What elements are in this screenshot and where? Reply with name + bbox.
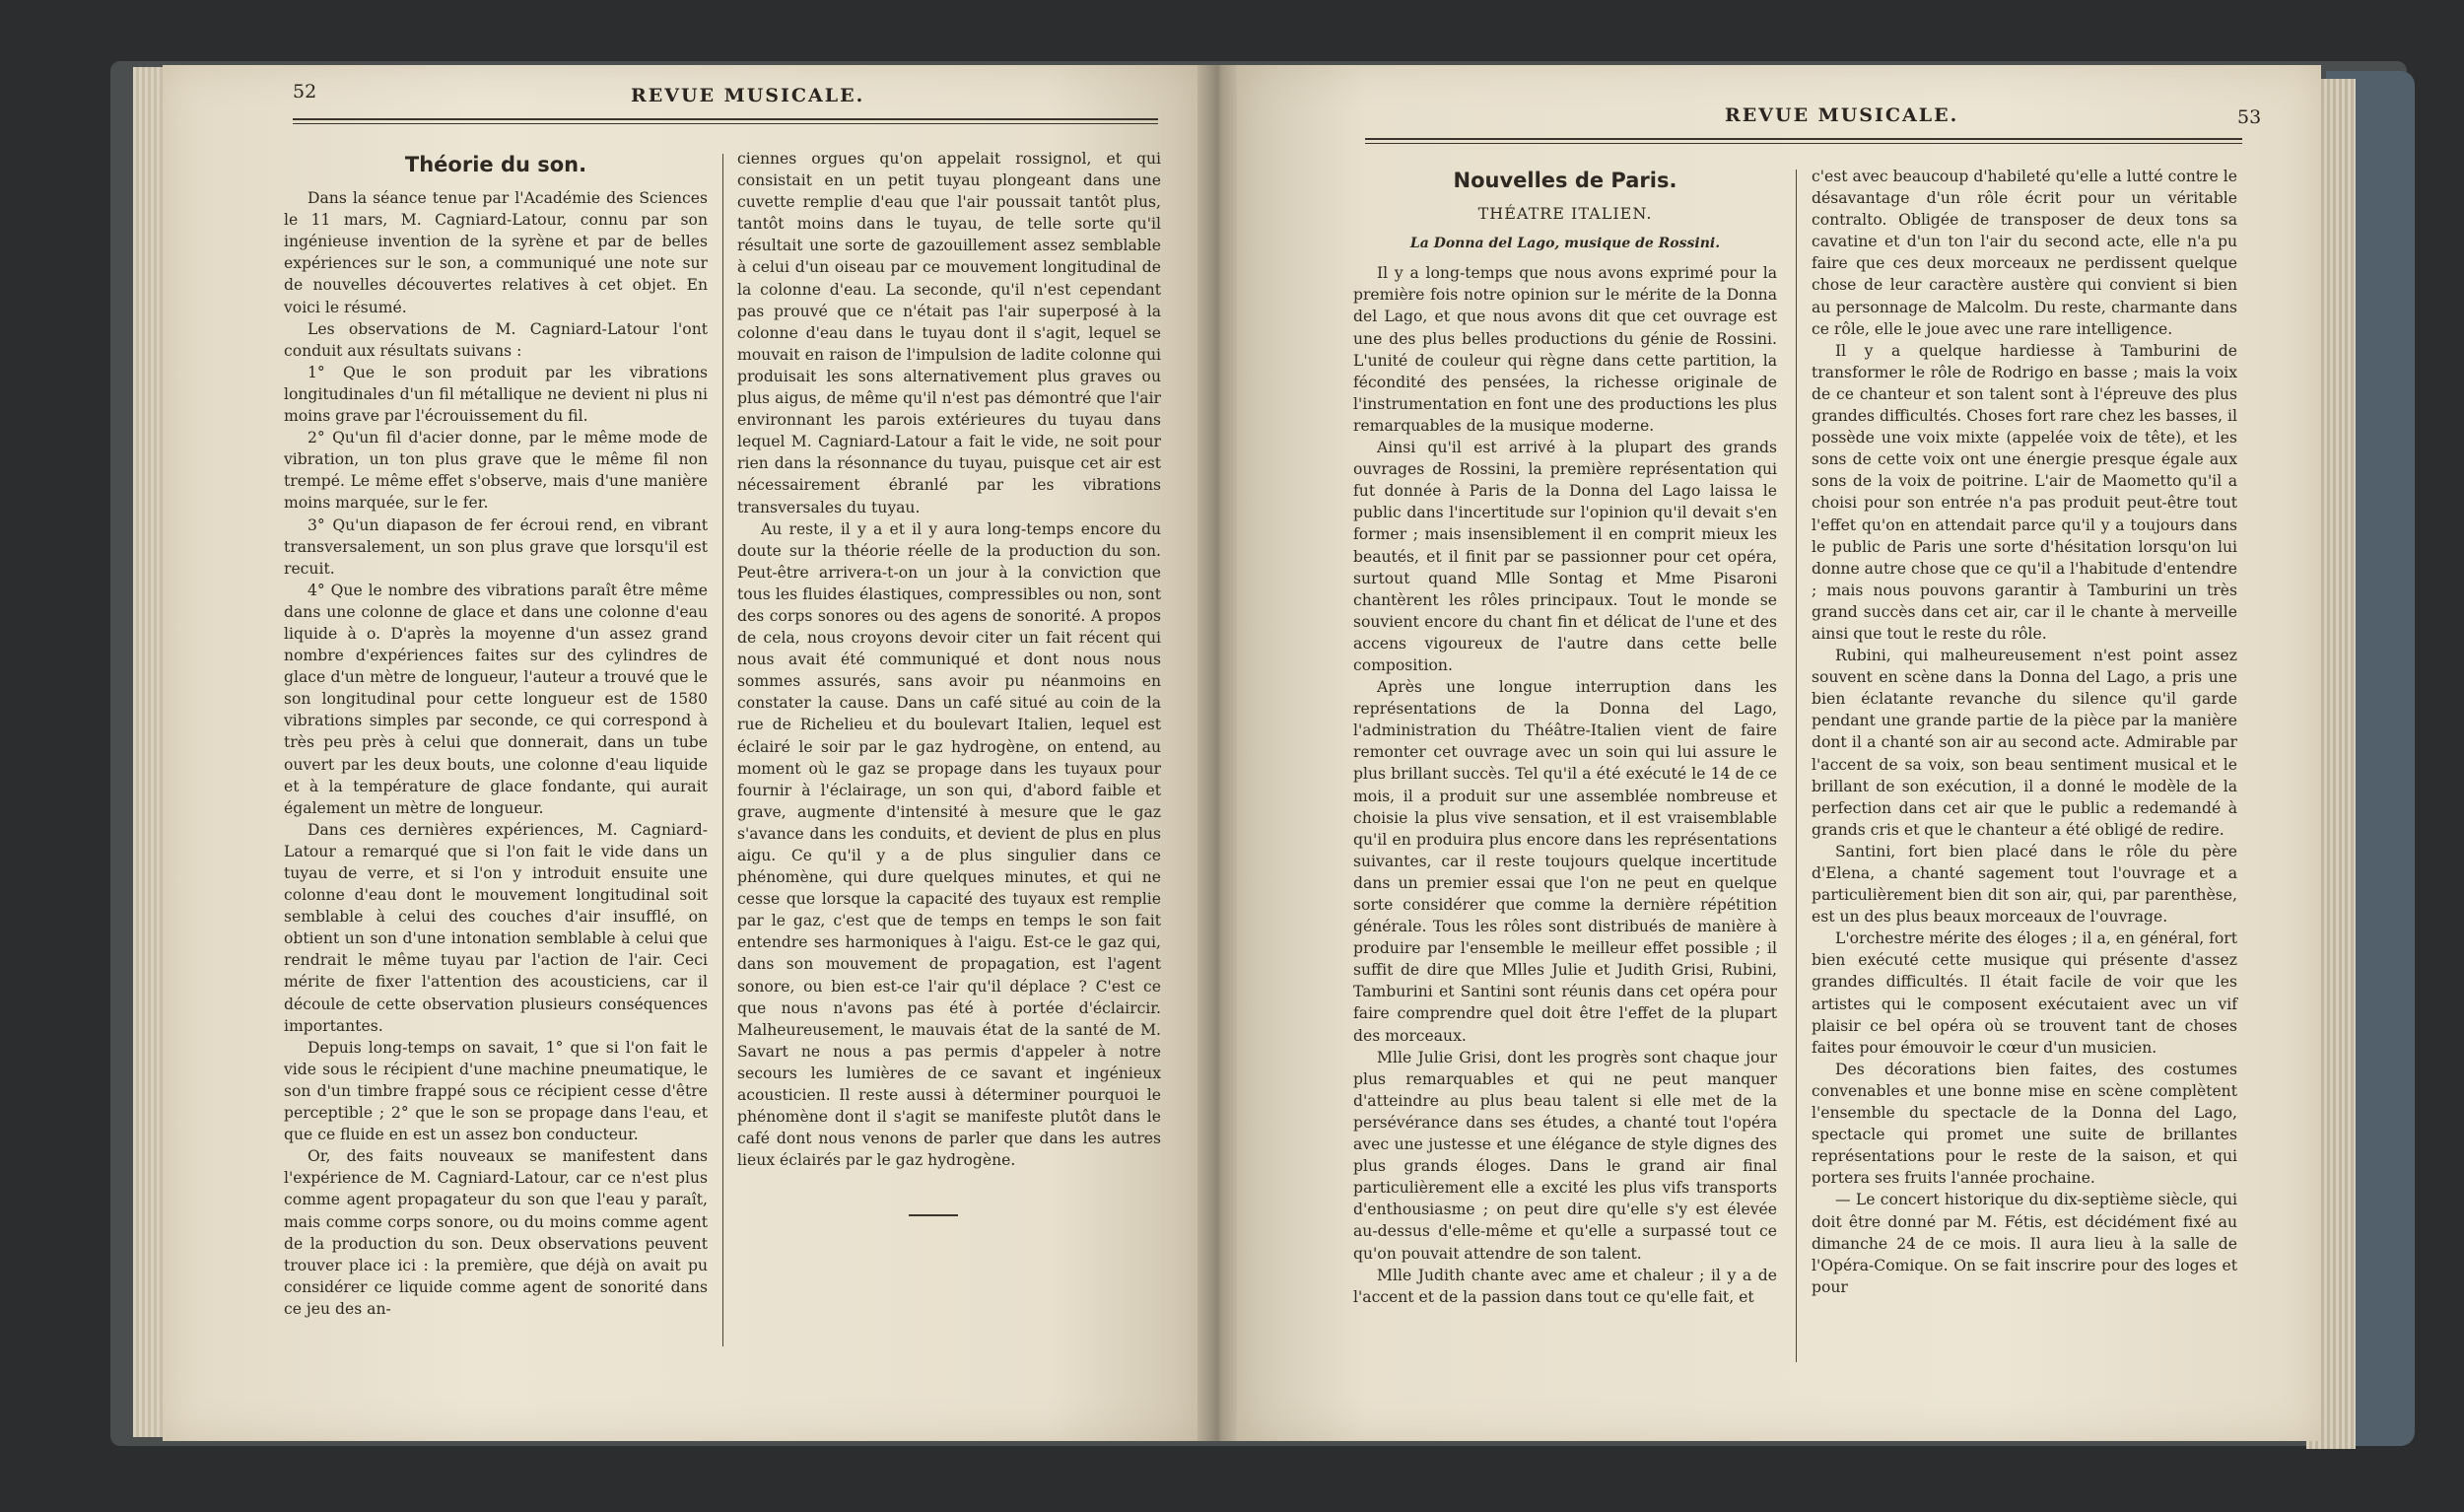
folio-left: 52 (293, 81, 317, 103)
paragraph: Il y a quelque hardiesse à Tamburini de transformer le rôle de Rodrigo en basse ; mais la voix de ce chanteur et son talent sont à l'épreuve des plus grandes difficultés. Choses fort rare chez les basses, il possède une voix mixte (appelée voix de tête), et les sons de cette voix ont une énergie presque égale aux sons de la voix de poitrine. L'air de Maometto qu'il a choisi pour son entrée n'a pas produit peut-être tout l'effet qu'on en attendait parce qu'il y a toujours dans le public de Paris une sorte d'hésitation lorsqu'on lui donne autre chose que ce qu'il a l'habitude d'entendre ; mais nous pouvons garantir à Tamburini un très grand succès dans cet air, car il le chante à merveille ainsi que tout le reste du rôle. (1812, 341, 2237, 643)
right-column-1 (1353, 166, 1777, 1308)
column-divider-left (722, 154, 723, 1346)
paragraph: 1° Que le son produit par les vibrations longitudinales d'un fil métallique ne devient ni plus ni moins grave par l'écrouissement du fil. (284, 363, 708, 426)
gutter (1198, 65, 1242, 1441)
paragraph: Or, des faits nouveaux se manifestent dans l'expérience de M. Cagniard-Latour, car ce n'est plus comme agent propagateur du son que l'eau y paraît, mais comme corps sonore, ou du moins comme agent de la production du son. Deux observations peuvent trouver place ici : la première, que déjà on avait pu considérer ce liquide comme agent de sonorité dans ce jeu des an- (284, 1147, 708, 1318)
paragraph: Mlle Judith chante avec ame et chaleur ; il y a de l'accent et de la passion dans tout ce qu'elle fait, et (1353, 1266, 1777, 1306)
paragraph: Des décorations bien faites, des costumes convenables et une bonne mise en scène complètent l'ensemble du spectacle de la Donna del Lago, spectacle qui promet une suite de brillantes représentations pour le reste de la saison, et qui portera ses fruits l'année prochaine. (1812, 1060, 2237, 1188)
paragraph: 2° Qu'un fil d'acier donne, par le même mode de vibration, un ton plus grave que le même fil non trempé. Le même effet s'observe, mais d'une manière moins marquée, sur le fer. (284, 429, 708, 513)
paragraph: Au reste, il y a et il y aura long-temps encore du doute sur la théorie réelle de la production du son. Peut-être arrivera-t-on un jour à la conviction que tous les fluides élastiques, compressibles ou non, sont des corps sonores ou des agens de sonorité. A propos de cela, nous croyons devoir citer un fait récent qui nous avait été communiqué et dont nous nous sommes assurés, sans avoir pu néanmoins en constater la cause. Dans un café situé au coin de la rue de Richelieu et du boulevart Italien, lequel est éclairé le soir par le gaz hydrogène, on entend, au moment où le gaz se propage dans les tuyaux pour fournir à l'éclairage, un son qui, d'abord faible et grave, augmente d'intensité à mesure que le gaz s'avance dans les conduits, et devient de plus en plus aigu. Ce qu'il y a de plus singulier dans ce phénomène, qui dure quelques minutes, et qui ne cesse que lorsque la capacité des tuyaux est remplie par le gaz, c'est que de temps en temps le son fait entendre ses harmoniques à l'aigu. Est-ce le gaz qui, dans son mouvement de propagation, est l'agent sonore, ou bien est-ce l'air qu'il déplace ? C'est ce que nous n'avons pas été à portée d'éclaircir. Malheureusement, le mauvais état de la santé de M. Savart ne nous a pas permis d'appeler à notre secours les lumières de ce savant et ingénieux acousticien. Il reste aussi à déterminer pourquoi le phénomène dont il s'agit se manifeste plutôt dans le café dont nous venons de parler que dans les autres lieux éclairés par le gaz hydrogène. (737, 519, 1161, 1170)
header-rule-left (293, 118, 1158, 124)
running-head-right: REVUE MUSICALE. (1725, 104, 1959, 126)
left-column-1 (284, 150, 708, 1320)
subsection-title: La Donna del Lago, musique de Rossini. (1409, 236, 1721, 252)
paragraph: 3° Qu'un diapason de fer écroui rend, en vibrant transversalement, un son plus grave que lorsqu'il est recuit. (284, 515, 708, 578)
section-title: THÉATRE ITALIEN. (1477, 204, 1653, 224)
paragraph: ciennes orgues qu'on appelait rossignol, et qui consistait en un petit tuyau plongeant dans une cuvette remplie d'eau que l'air poussait tantôt plus, tantôt moins dans le tuyau, de telle sorte qu'il résultait une sorte de gazouillement assez semblable à celui d'un oiseau par ce mouvement longitudinal de la colonne d'eau. La seconde, qu'il n'est cependant pas prouvé que ce n'était pas l'air superposé à la colonne d'eau dans le tuyau dont il s'agit, lequel se mouvait en raison de l'impulsion de ladite colonne qui produisait les sons alternativement plus graves ou plus aigus, de même qu'il n'est pas démontré que l'air environnant les parois extérieures du tuyau dans lequel M. Cagniard-Latour a fait le vide, ne soit pour rien dans la résonnance du tuyau, puisque cet air est nécessairement ébranlé par les vibrations transversales du tuyau. (737, 150, 1161, 516)
article-title-nouvelles: Nouvelles de Paris. (1453, 169, 1677, 192)
running-head-left: REVUE MUSICALE. (631, 85, 865, 106)
paragraph: L'orchestre mérite des éloges ; il a, en général, fort bien exécuté cette musique qui présente d'assez grandes difficultés. Il était facile de voir que les artistes qui le composent exécutaient avec un vif plaisir ce bel opéra où se trouvent tant de choses faites pour émouvoir le cœur d'un musicien. (1812, 929, 2237, 1057)
paragraph: 4° Que le nombre des vibrations paraît être même dans une colonne de glace et dans une colonne d'eau liquide à o. D'après la moyenne d'un assez grand nombre d'expériences faites sur des cylindres de glace d'un mètre de longueur, l'auteur a trouvé que le son longitudinal pour cette longueur est de 1580 vibrations simples par seconde, ce qui correspond à très peu près à celui que donnerait, dans un tube ouvert par les deux bouts, une colonne d'eau liquide et à la température de glace fondante, qui aurait également un mètre de longueur. (284, 581, 708, 817)
right-page (1237, 65, 2321, 1441)
left-column-2 (737, 148, 1161, 1171)
paragraph: Ainsi qu'il est arrivé à la plupart des grands ouvrages de Rossini, la première représentation qui fut donnée à Paris de la Donna del Lago laissa le public dans l'incertitude sur l'opinion qu'il devait s'en former ; mais insensiblement il en comprit mieux les beautés, et il finit par se passionner pour cet opéra, surtout quand Mlle Sontag et Mme Pisaroni chantèrent les rôles principaux. Tout le monde se souvient encore du chant fin et délicat de l'une et des accens vigoureux de l'autre dans cette belle composition. (1353, 439, 1777, 674)
paragraph: Dans la séance tenue par l'Académie des Sciences le 11 mars, M. Cagniard-Latour, connu par son ingénieuse invention de la syrène et par de belles expériences sur le son, a communiqué une note sur de nouvelles découvertes relatives à cet objet. En voici le résumé. (284, 189, 708, 316)
folio-right: 53 (2237, 106, 2262, 128)
header-rule-right (1365, 138, 2242, 144)
end-rule (909, 1214, 958, 1216)
paragraph: c'est avec beaucoup d'habileté qu'elle a lutté contre le désavantage d'un rôle écrit pour un véritable contralto. Obligée de transposer de deux tons sa cavatine et d'un ton l'air du second acte, elle n'a pu faire que ces deux morceaux ne perdissent quelque chose de leur caractère austère qui convient si bien au personnage de Malcolm. Du reste, charmante dans ce rôle, elle le joue avec une rare intelligence. (1812, 168, 2237, 338)
left-page (163, 65, 1202, 1441)
paragraph: Après une longue interruption dans les représentations de la Donna del Lago, l'administration du Théâtre-Italien vient de faire remonter cet ouvrage avec un soin qui lui assure le plus brillant succès. Tel qu'il a été exécuté le 14 de ce mois, il a produit sur une assemblée nombreuse et choisie la plus vive sensation, et il est vraisemblable qu'il en produira plus encore dans les représentations suivantes, car il reste toujours quelque incertitude dans un premier essai que l'on ne peut en quelque sorte considérer que comme la dernière répétition générale. Tous les rôles sont distribués de manière à produire par l'ensemble le meilleur effet possible ; il suffit de dire que Mlles Julie et Judith Grisi, Rubini, Tamburini et Santini sont réunis dans cet opéra pour faire comprendre quel doit être l'effet de la plupart des morceaux. (1353, 678, 1777, 1045)
paragraph: Mlle Julie Grisi, dont les progrès sont chaque jour plus remarquables et qui ne peut manquer d'atteindre au plus beau talent si elle met de la persévérance dans ses études, a chanté tout l'opéra avec une justesse et une élégance de style dignes des plus grands éloges. Dans le grand air final particulièrement elle a excité les plus vifs transports d'enthousiasme ; on peut dire qu'elle s'y est élevée au-dessus d'elle-même et qu'elle a surpassé tout ce qu'on pouvait attendre de son talent. (1353, 1048, 1777, 1263)
paragraph: Il y a long-temps que nous avons exprimé pour la première fois notre opinion sur le mérite de la Donna del Lago, et que nous avons dit que cet ouvrage est une des plus belles productions du génie de Rossini. L'unité de couleur qui règne dans cette partition, la fécondité des pensées, la richesse originale de l'instrumentation en font une des productions les plus remarquables de la musique moderne. (1353, 264, 1777, 435)
paragraph: Les observations de M. Cagniard-Latour l'ont conduit aux résultats suivans : (284, 319, 708, 360)
right-column-2 (1812, 166, 2237, 1298)
paragraph: Santini, fort bien placé dans le rôle du père d'Elena, a chanté sagement tout l'ouvrage et a particulièrement bien dit son air, qui, par parenthèse, est un des plus beaux morceaux de l'ouvrage. (1812, 842, 2237, 927)
paragraph: — Le concert historique du dix-septième siècle, qui doit être donné par M. Fétis, est décidément fixé au dimanche 24 de ce mois. Il aura lieu à la salle de l'Opéra-Comique. On se fait inscrire pour des loges et pour (1812, 1191, 2237, 1296)
paragraph: Depuis long-temps on savait, 1° que si l'on fait le vide sous le récipient d'une machine pneumatique, le son d'un timbre frappé sous ce récipient cesse d'être perceptible ; 2° que le son se propage dans l'eau, et que ce fluide en est un assez bon conducteur. (284, 1038, 708, 1144)
paragraph: Rubini, qui malheureusement n'est point assez souvent en scène dans la Donna del Lago, a pris une bien éclatante revanche du silence qu'il garde pendant une grande partie de la pièce par la manière dont il a chanté son air au second acte. Admirable par l'accent de sa voix, son beau sentiment musical et le brillant de son exécution, il a donné le modèle de la perfection dans cet air que le public a redemandé à grands cris et que le chanteur a été obligé de redire. (1812, 647, 2237, 839)
column-divider-right (1796, 170, 1797, 1362)
article-title-theorie: Théorie du son. (404, 153, 587, 176)
paragraph: Dans ces dernières expériences, M. Cagniard-Latour a remarqué que si l'on fait le vide dans un tuyau de verre, et si l'on y introduit ensuite une colonne d'eau dont le mouvement longitudinal soit semblable à celui des couches d'air insufflé, on obtient un son d'une intonation semblable à celui que rendrait le même tuyau par l'action de l'air. Ceci mérite de fixer l'attention des acousticiens, car il découle de cette observation plusieurs conséquences importantes. (284, 820, 708, 1035)
